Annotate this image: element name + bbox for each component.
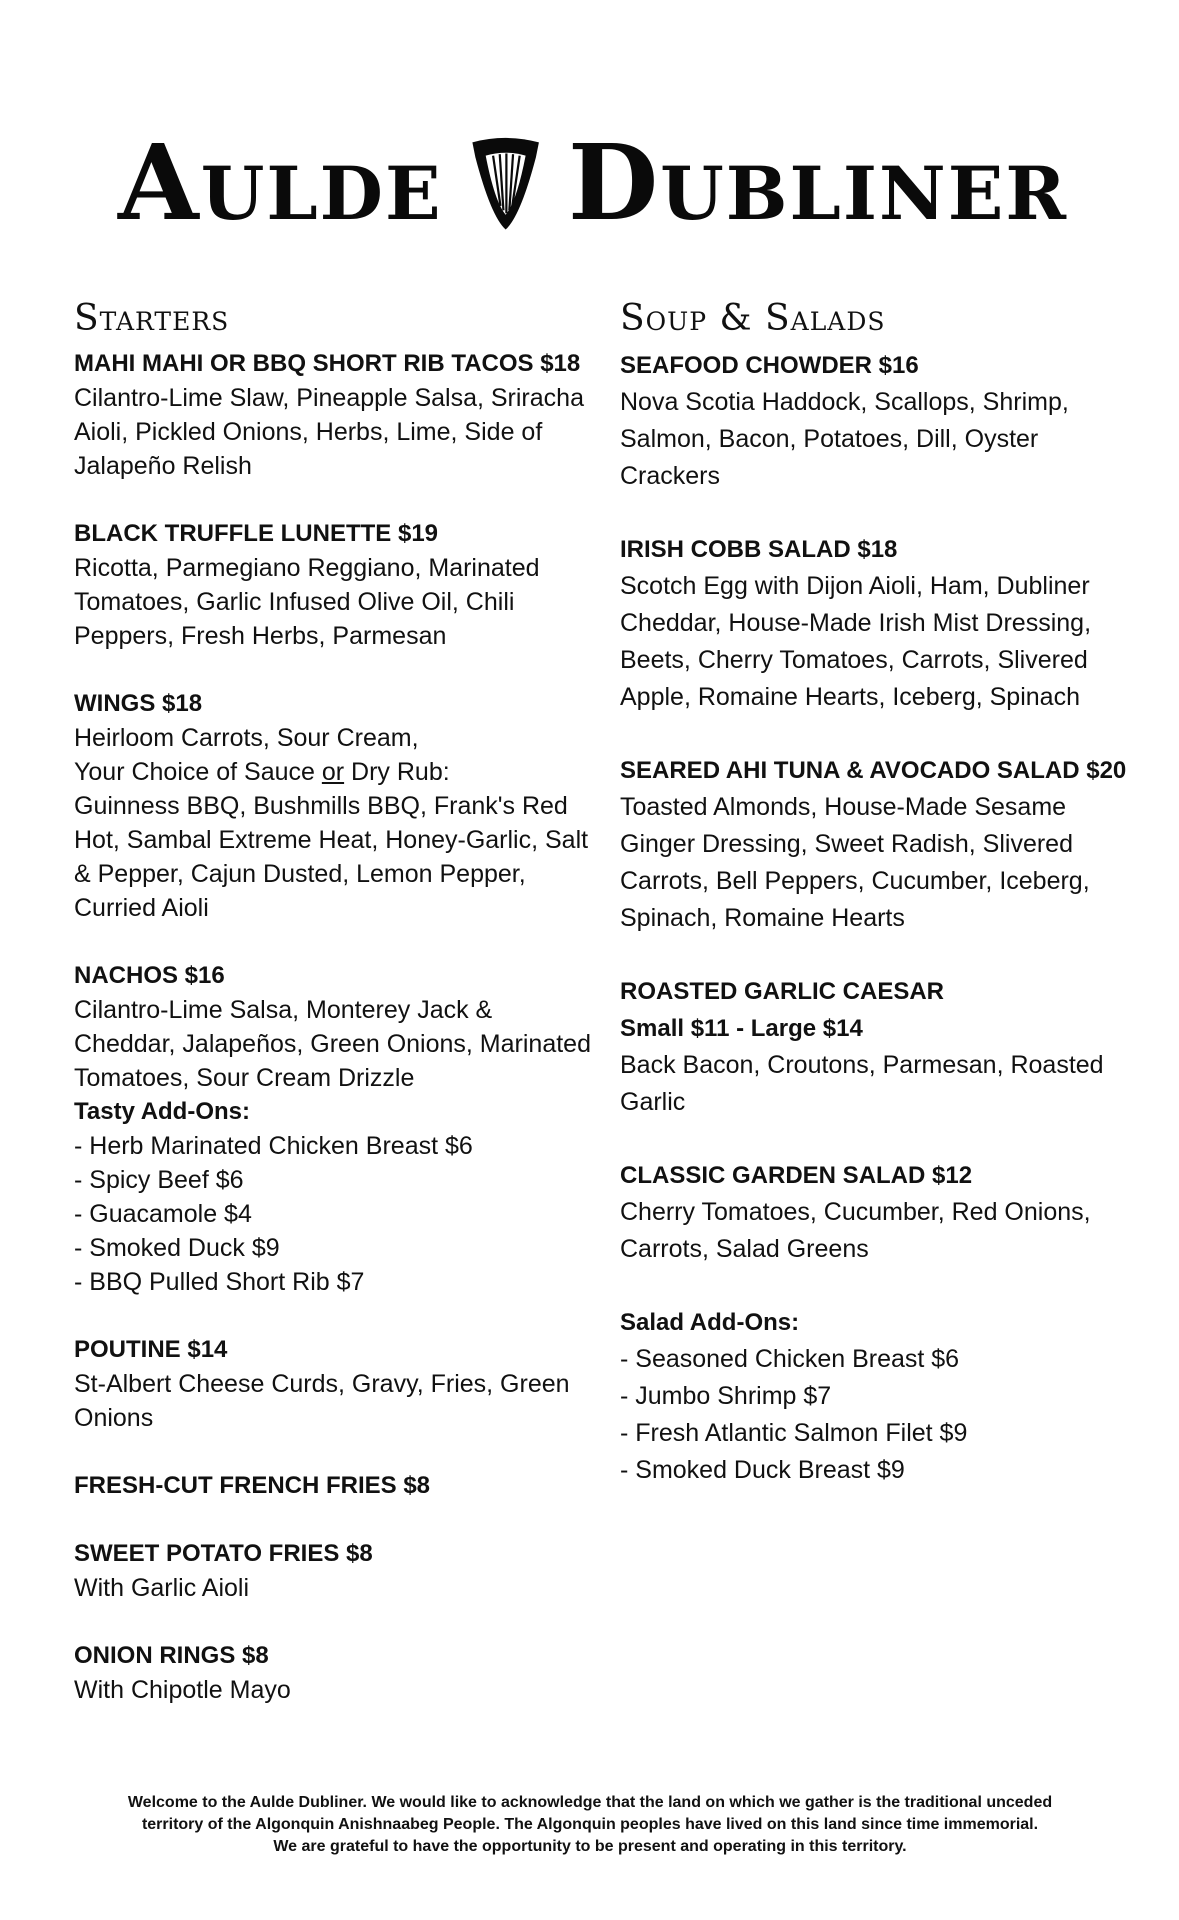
menu-item bbox=[74, 1469, 594, 1503]
item-name: BLACK TRUFFLE LUNETTE $19 bbox=[74, 520, 439, 547]
addon-item: - Fresh Atlantic Salmon Filet $9 bbox=[620, 1419, 968, 1447]
menu-item bbox=[620, 973, 1140, 1121]
addon-item: - Herb Marinated Chicken Breast $6 bbox=[74, 1132, 473, 1160]
logo-word-right: Dubliner bbox=[567, 121, 1068, 244]
underlined-or: or bbox=[321, 758, 345, 786]
item-name: ONION RINGS $8 bbox=[74, 1642, 269, 1669]
addon-item: - Smoked Duck Breast $9 bbox=[620, 1456, 905, 1484]
footer-line: Welcome to the Aulde Dubliner. We would like to acknowledge that the land on which we gather is the traditional unceded bbox=[127, 1794, 1053, 1811]
footer-line: territory of the Algonquin Anishnaabeg People. The Algonquin peoples have lived on this land since time immemorial. bbox=[141, 1816, 1039, 1833]
item-description: Cilantro-Lime Salsa, Monterey Jack & Cheddar, Jalapeños, Green Onions, Marinated Tomatoes, Sour Cream Drizzle bbox=[74, 996, 591, 1092]
soups-title: Soup & Salads bbox=[620, 298, 886, 339]
menu-item bbox=[620, 347, 1140, 495]
item-description bbox=[74, 721, 594, 925]
addon-item: - Jumbo Shrimp $7 bbox=[620, 1382, 832, 1410]
menu-item bbox=[620, 531, 1140, 716]
addon-item: - BBQ Pulled Short Rib $7 bbox=[74, 1268, 365, 1296]
item-description: St-Albert Cheese Curds, Gravy, Fries, Green Onions bbox=[74, 1370, 570, 1432]
desc-text: Your Choice of Sauce bbox=[74, 758, 322, 786]
menu-item bbox=[74, 959, 594, 1299]
restaurant-logo bbox=[118, 118, 1068, 248]
item-description: Back Bacon, Croutons, Parmesan, Roasted Garlic bbox=[620, 1051, 1104, 1116]
item-description: With Garlic Aioli bbox=[74, 1574, 250, 1602]
menu-item bbox=[620, 752, 1140, 937]
item-description: Scotch Egg with Dijon Aioli, Ham, Dubliner Cheddar, House-Made Irish Mist Dressing, Beets, Cherry Tomatoes, Carrots, Slivered Apple, Romaine Hearts, Iceberg, Spinach bbox=[620, 572, 1092, 711]
desc-line bbox=[74, 755, 594, 789]
item-description: Cilantro-Lime Slaw, Pineapple Salsa, Sriracha Aioli, Pickled Onions, Herbs, Lime, Side of Jalapeño Relish bbox=[74, 384, 584, 480]
item-description: Ricotta, Parmegiano Reggiano, Marinated Tomatoes, Garlic Infused Olive Oil, Chili Peppers, Fresh Herbs, Parmesan bbox=[74, 554, 540, 650]
starters-title: Starters bbox=[74, 298, 230, 339]
item-name: SEARED AHI TUNA & AVOCADO SALAD $20 bbox=[620, 757, 1127, 784]
item-name: SEAFOOD CHOWDER $16 bbox=[620, 352, 919, 379]
addons-title: Tasty Add-Ons: bbox=[74, 1098, 251, 1125]
item-name: NACHOS $16 bbox=[74, 962, 225, 989]
item-name: ROASTED GARLIC CAESAR bbox=[620, 978, 945, 1005]
desc-line: Heirloom Carrots, Sour Cream, bbox=[74, 724, 419, 752]
logo-word-left: Aulde bbox=[118, 121, 443, 244]
item-size-prices: Small $11 - Large $14 bbox=[620, 1015, 863, 1042]
menu-item bbox=[74, 1333, 594, 1435]
addon-item: - Smoked Duck $9 bbox=[74, 1234, 280, 1262]
salad-addons bbox=[620, 1304, 1140, 1489]
item-description: Cherry Tomatoes, Cucumber, Red Onions, Carrots, Salad Greens bbox=[620, 1198, 1091, 1263]
desc-line: Guinness BBQ, Bushmills BBQ, Frank's Red Hot, Sambal Extreme Heat, Honey-Garlic, Salt & Pepper, Cajun Dusted, Lemon Pepper, Curried Aioli bbox=[74, 792, 589, 922]
item-name: FRESH-CUT FRENCH FRIES $8 bbox=[74, 1472, 431, 1499]
item-description: Nova Scotia Haddock, Scallops, Shrimp, Salmon, Bacon, Potatoes, Dill, Oyster Crackers bbox=[620, 388, 1069, 490]
item-name: WINGS $18 bbox=[74, 690, 203, 717]
item-name: SWEET POTATO FRIES $8 bbox=[74, 1540, 373, 1567]
item-description: Toasted Almonds, House-Made Sesame Ginger Dressing, Sweet Radish, Slivered Carrots, Bell Peppers, Cucumber, Iceberg, Spinach, Romaine Hearts bbox=[620, 793, 1090, 932]
menu-item bbox=[74, 687, 594, 925]
item-name: CLASSIC GARDEN SALAD $12 bbox=[620, 1162, 973, 1189]
item-name: MAHI MAHI OR BBQ SHORT RIB TACOS $18 bbox=[74, 350, 581, 377]
addon-item: - Spicy Beef $6 bbox=[74, 1166, 244, 1194]
starters-column bbox=[74, 298, 594, 1741]
item-name: IRISH COBB SALAD $18 bbox=[620, 536, 898, 563]
menu-item bbox=[74, 1537, 594, 1605]
addons-title: Salad Add-Ons: bbox=[620, 1309, 800, 1336]
item-name: POUTINE $14 bbox=[74, 1336, 228, 1363]
menu-item bbox=[620, 1157, 1140, 1268]
harp-icon bbox=[465, 118, 546, 248]
addon-item: - Seasoned Chicken Breast $6 bbox=[620, 1345, 960, 1373]
soups-salads-column bbox=[620, 298, 1140, 1525]
menu-item bbox=[74, 1639, 594, 1707]
item-description: With Chipotle Mayo bbox=[74, 1676, 291, 1704]
land-acknowledgement bbox=[110, 1792, 1070, 1858]
menu-item bbox=[74, 517, 594, 653]
desc-text: Dry Rub: bbox=[344, 758, 450, 786]
addon-item: - Guacamole $4 bbox=[74, 1200, 252, 1228]
footer-line: We are grateful to have the opportunity to be present and operating in this territory. bbox=[273, 1838, 907, 1855]
menu-item bbox=[74, 347, 594, 483]
